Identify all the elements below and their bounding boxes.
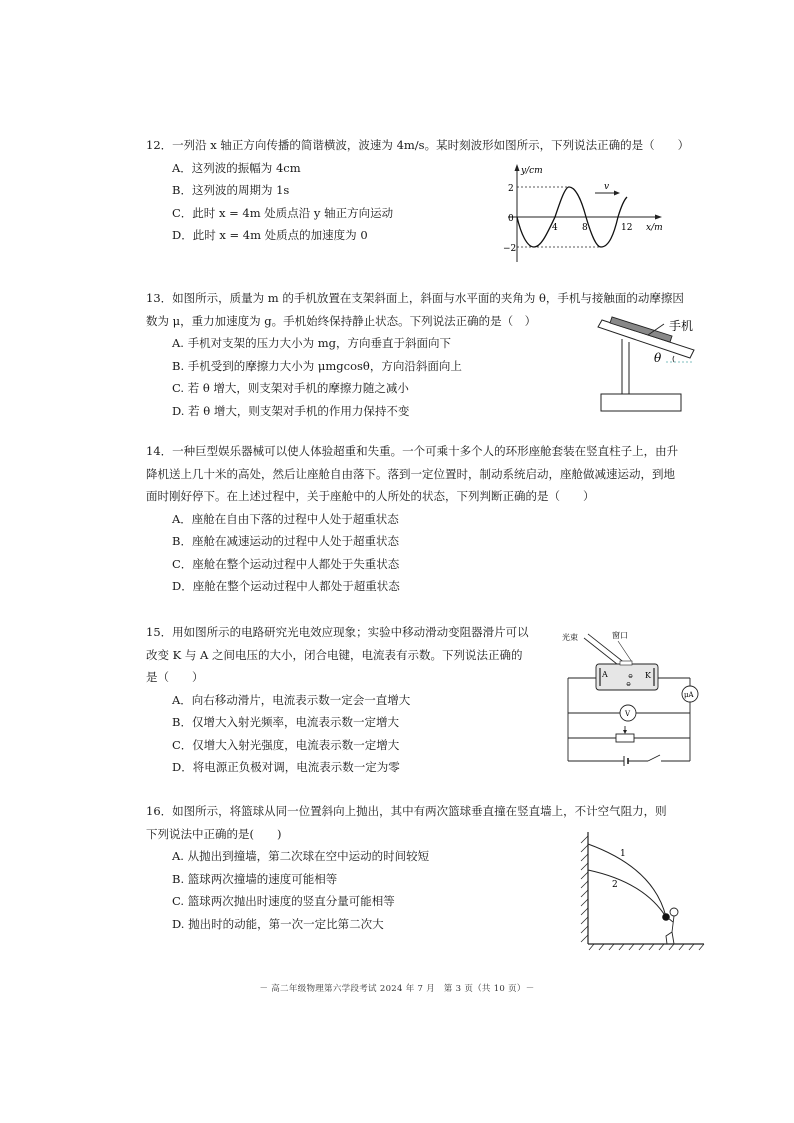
question-13-stem-line-2: 数为 μ，重力加速度为 g。手机始终保持静止状态。下列说法正确的是（ ） — [146, 313, 537, 328]
question-13-option-a: A. 手机对支架的压力大小为 mg，方向垂直于斜面向下 — [172, 336, 452, 350]
question-16-option-d: D. 抛出时的动能，第一次一定比第二次大 — [172, 916, 384, 931]
question-15-option-a: A．向右移动滑片，电流表示数一定会一直增大 — [172, 692, 411, 707]
x-axis-label: x/m — [646, 223, 663, 233]
trajectory-2 — [588, 870, 666, 917]
basketball-figure — [574, 830, 710, 952]
light-beam-label: 光束 — [562, 633, 578, 642]
question-15-option-b: B．仅增大入射光频率，电流表示数一定增大 — [172, 715, 399, 729]
trajectory-2-label: 2 — [612, 880, 618, 890]
y-tick-2: 2 — [508, 184, 514, 194]
angle-label: θ — [654, 351, 662, 365]
x-tick-4: 4 — [552, 223, 558, 233]
anode-label: A — [602, 670, 608, 679]
question-16-option-c: C. 篮球两次抛出时速度的竖直分量可能相等 — [172, 894, 395, 908]
phone-stand-figure — [596, 312, 716, 416]
question-13-option-c: C. 若 θ 增大，则支架对手机的摩擦力随之减小 — [172, 381, 409, 395]
y-tick-0: 0 — [508, 214, 514, 224]
window-label: 窗口 — [612, 631, 628, 640]
question-15-stem-line-1: 15．用如图所示的电路研究光电效应现象；实验中移动滑动变阻器滑片可以 — [146, 625, 529, 639]
question-14 — [146, 440, 678, 598]
question-12-option-c: C．此时 x = 4m 处质点沿 y 轴正方向运动 — [172, 205, 394, 220]
question-12-option-d: D．此时 x = 4m 处质点的加速度为 0 — [172, 228, 368, 242]
question-14-option-b: B．座舱在减速运动的过程中人处于超重状态 — [172, 534, 399, 548]
phone-label: 手机 — [669, 319, 694, 333]
thrower-head — [670, 908, 678, 916]
question-16-option-a: A. 从抛出到撞墙，第二次球在空中运动的时间较短 — [172, 849, 430, 863]
basketball — [662, 913, 670, 921]
x-tick-12: 12 — [621, 223, 633, 233]
question-13-option-b: B. 手机受到的摩擦力大小为 μmgcosθ，方向沿斜面向上 — [172, 358, 462, 373]
wave-figure — [500, 160, 680, 265]
question-15 — [146, 621, 529, 779]
photoelectric-circuit-figure — [560, 626, 710, 768]
velocity-label: v — [604, 182, 610, 192]
trajectory-1 — [588, 844, 666, 917]
trajectory-1-label: 1 — [620, 849, 626, 859]
y-axis-label: y/cm — [521, 166, 543, 176]
question-16-stem-line-1: 16．如图所示，将篮球从同一位置斜向上抛出，其中有两次篮球垂直撞在竖直墙上，不计空气阻力，则 — [146, 804, 667, 818]
question-14-option-d: D．座舱在整个运动过程中人都处于超重状态 — [172, 579, 400, 593]
question-16-option-b: B. 篮球两次撞墙的速度可能相等 — [172, 871, 338, 886]
y-tick-neg2: −2 — [503, 244, 517, 254]
question-13-stem-line-1: 13．如图所示，质量为 m 的手机放置在支架斜面上，斜面与水平面的夹角为 θ，手机与接触面的动摩擦因 — [146, 291, 684, 305]
question-12-stem: 12．一列沿 x 轴正方向传播的简谐横波，波速为 4m/s。某时刻波形如图所示，下列说法正确的是（ ） — [146, 138, 690, 152]
ammeter-label: μA — [684, 691, 694, 699]
question-14-option-c: C．座舱在整个运动过程中人都处于失重状态 — [172, 556, 400, 571]
question-12-option-a: A．这列波的振幅为 4cm — [172, 160, 301, 175]
question-15-option-d: D．将电源正负极对调，电流表示数一定为零 — [172, 760, 400, 774]
question-14-stem-line-1: 14．一种巨型娱乐器械可以使人体验超重和失重。一个可乘十多个人的环形座舱套装在竖直柱子上，由升 — [146, 444, 679, 458]
question-15-option-c: C．仅增大入射光强度，电流表示数一定增大 — [172, 737, 400, 752]
question-15-stem-line-2: 改变 K 与 A 之间电压的大小，闭合电键，电流表有示数。下列说法正确的 — [146, 647, 523, 662]
svg-text:⊖: ⊖ — [628, 673, 634, 680]
page-footer: － 高二年级物理第六学段考试 2024 年 7 月 第 3 页（共 10 页）－ — [259, 984, 535, 994]
question-14-stem-line-3: 面时刚好停下。在上述过程中，关于座舱中的人所处的状态，下列判断正确的是（ ） — [146, 489, 595, 503]
svg-text:⊖: ⊖ — [626, 681, 632, 688]
question-14-option-a: A．座舱在自由下落的过程中人处于超重状态 — [172, 511, 399, 526]
question-16-stem-line-2: 下列说法中正确的是( ) — [146, 826, 282, 841]
question-15-stem-line-3: 是（ ） — [146, 670, 204, 684]
question-14-stem-line-2: 降机送上几十米的高处，然后让座舱自由落下。落到一定位置时，制动系统启动，座舱做减速运动，到地 — [146, 466, 675, 481]
cathode-label: K — [645, 671, 651, 680]
x-tick-8: 8 — [582, 223, 588, 233]
voltmeter-label: V — [625, 710, 631, 718]
question-12-option-b: B．这列波的周期为 1s — [172, 183, 290, 197]
question-13-option-d: D. 若 θ 增大，则支架对手机的作用力保持不变 — [172, 403, 410, 418]
